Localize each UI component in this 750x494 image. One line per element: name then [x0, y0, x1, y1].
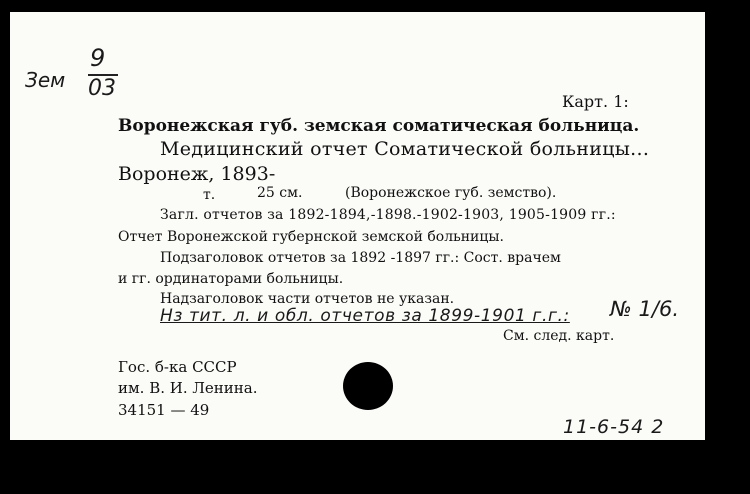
shelfmark-top: 9 [90, 44, 106, 72]
volume-label: т. [203, 187, 216, 203]
shelfmark-prefix: Зем [25, 68, 66, 92]
subtitle-note: Подзаголовок отчетов за 1892 -1897 гг.: Сост. врачем [160, 250, 561, 266]
punch-hole [343, 362, 393, 410]
handwritten-date: 11-6-54 2 [563, 416, 665, 438]
subtitle-note-continued: и гг. ординаторами больницы. [118, 271, 344, 287]
report-title: Медицинский отчет Соматической больницы... [160, 138, 650, 160]
size-label: 25 см. [257, 185, 303, 201]
title-note-continued: Отчет Воронежской губернской земской больницы. [118, 229, 504, 245]
header-note: Надзаголовок части отчетов не указан. [160, 291, 455, 307]
series-note: (Воронежское губ. земство). [345, 185, 557, 201]
see-next-card: См. след. карт. [503, 328, 615, 344]
handwritten-inventory-number: № 1/6. [610, 297, 679, 321]
accession-number: 34151 — 49 [118, 401, 210, 419]
publication-place: Воронеж, 1893- [118, 163, 276, 185]
shelfmark-bottom: 03 [88, 76, 116, 101]
catalog-card [10, 12, 705, 440]
library-name: Гос. б-ка СССР [118, 358, 237, 376]
title-note: Загл. отчетов за 1892-1894,-1898.-1902-1903, 1905-1909 гг.: [160, 207, 616, 223]
card-number: Карт. 1: [562, 92, 629, 111]
handwritten-annotation: Нз тит. л. и обл. отчетов за 1899-1901 г.г.: [160, 306, 570, 326]
card-title: Воронежская губ. земская соматическая больница. [118, 116, 640, 136]
library-name-continued: им. В. И. Ленина. [118, 379, 258, 397]
